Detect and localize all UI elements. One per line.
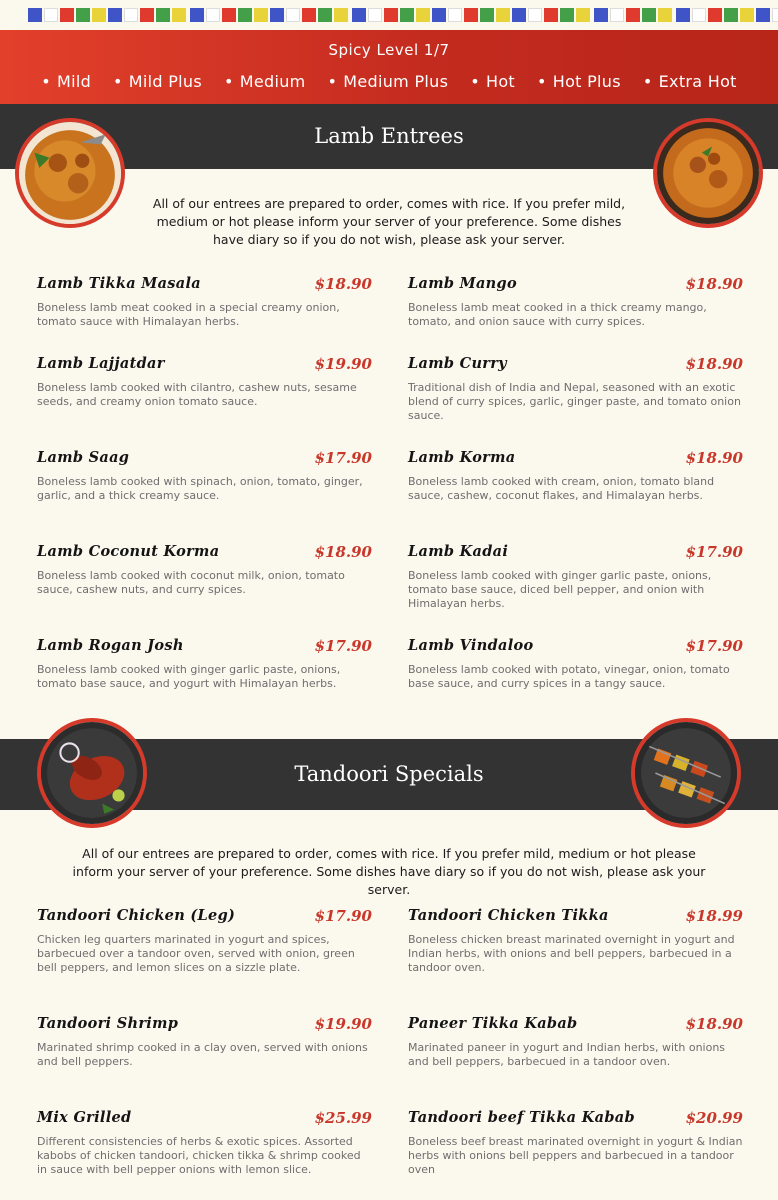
- prayer-flag: [658, 8, 672, 22]
- menu-item: [408, 637, 743, 691]
- menu-item-name: Tandoori Chicken (Leg): [37, 907, 236, 924]
- menu-item-description: Boneless beef breast marinated overnight in yogurt & Indian herbs with onions bell peppers and barbecued in a tandoor oven: [408, 1135, 743, 1176]
- menu-item-price: $18.90: [685, 1015, 743, 1033]
- prayer-flag: [496, 8, 510, 22]
- tandoori-chicken-plate-image: [37, 718, 147, 828]
- menu-item-description: Boneless chicken breast marinated overnight in yogurt and Indian herbs, with onions and bell peppers, barbecued in a tandoor oven.: [408, 933, 735, 974]
- spicy-level-mild-plus: • Mild Plus: [113, 72, 202, 91]
- menu-item-price: $18.90: [685, 355, 743, 373]
- prayer-flag: [206, 8, 220, 22]
- menu-item-name: Lamb Coconut Korma: [37, 543, 220, 560]
- tandoori-kabab-plate-image: [631, 718, 741, 828]
- spicy-level-list: [0, 72, 778, 91]
- prayer-flag: [270, 8, 284, 22]
- menu-item-name: Lamb Lajjatdar: [37, 355, 165, 372]
- tandoori-section-intro: All of our entrees are prepared to order, comes with rice. If you prefer mild, medium or hot please inform your server of your preference. Some dishes have diary so if you do not wish, please ask your server.: [72, 846, 706, 897]
- menu-item-description: Boneless lamb cooked with potato, vinegar, onion, tomato base sauce, and curry spices in a tangy sauce.: [408, 663, 730, 690]
- menu-item-description: Boneless lamb cooked with ginger garlic paste, onions, tomato base sauce, and yogurt with Himalayan herbs.: [37, 663, 341, 690]
- menu-item: [37, 1109, 372, 1177]
- prayer-flag: [676, 8, 690, 22]
- prayer-flag: [28, 8, 42, 22]
- menu-item-name: Lamb Kadai: [408, 543, 509, 560]
- prayer-flag: [384, 8, 398, 22]
- menu-item-name: Lamb Rogan Josh: [37, 637, 184, 654]
- prayer-flag: [334, 8, 348, 22]
- menu-item: [37, 449, 372, 503]
- menu-item-price: $19.90: [314, 1015, 372, 1033]
- prayer-flag: [172, 8, 186, 22]
- menu-item-name: Lamb Mango: [408, 275, 517, 292]
- prayer-flag: [368, 8, 382, 22]
- prayer-flag: [400, 8, 414, 22]
- menu-item-name: Tandoori Chicken Tikka: [408, 907, 609, 924]
- menu-item-description: Boneless lamb meat cooked in a thick creamy mango, tomato, and onion sauce with curry spices.: [408, 301, 707, 328]
- spicy-level-mild: • Mild: [41, 72, 91, 91]
- prayer-flag: [692, 8, 706, 22]
- menu-item-name: Lamb Tikka Masala: [37, 275, 201, 292]
- spicy-level-extra-hot: • Extra Hot: [643, 72, 737, 91]
- menu-item-name: Lamb Saag: [37, 449, 130, 466]
- prayer-flag: [512, 8, 526, 22]
- menu-item: [408, 543, 743, 611]
- prayer-flag: [76, 8, 90, 22]
- menu-item-name: Lamb Vindaloo: [408, 637, 534, 654]
- spicy-level-banner: [0, 30, 778, 104]
- prayer-flag: [448, 8, 462, 22]
- menu-item-description: Boneless lamb cooked with coconut milk, onion, tomato sauce, cashew nuts, and curry spices.: [37, 569, 345, 596]
- menu-item-description: Boneless lamb cooked with spinach, onion, tomato, ginger, garlic, and a thick creamy sauce.: [37, 475, 363, 502]
- prayer-flag: [642, 8, 656, 22]
- menu-item-description: Boneless lamb cooked with cream, onion, tomato bland sauce, cashew, coconut flakes, and Himalayan herbs.: [408, 475, 715, 502]
- menu-item: [37, 543, 372, 597]
- spicy-level-medium: • Medium: [224, 72, 306, 91]
- menu-item-description: Different consistencies of herbs & exotic spices. Assorted kabobs of chicken tandoori, chicken tikka & shrimp cooked in sauce with bell pepper onions with lemon slice.: [37, 1135, 361, 1176]
- prayer-flag: [416, 8, 430, 22]
- spicy-level-medium-plus: • Medium Plus: [328, 72, 449, 91]
- menu-item-description: Boneless lamb cooked with cilantro, cashew nuts, sesame seeds, and creamy onion tomato sauce.: [37, 381, 357, 408]
- prayer-flag: [302, 8, 316, 22]
- prayer-flag: [610, 8, 624, 22]
- menu-item: [408, 1109, 743, 1177]
- menu-item-name: Tandoori beef Tikka Kabab: [408, 1109, 635, 1126]
- menu-item: [408, 355, 743, 423]
- prayer-flag: [44, 8, 58, 22]
- menu-item-name: Tandoori Shrimp: [37, 1015, 179, 1032]
- menu-item: [408, 907, 743, 975]
- prayer-flag: [92, 8, 106, 22]
- prayer-flag: [560, 8, 574, 22]
- menu-item: [408, 449, 743, 503]
- prayer-flag: [254, 8, 268, 22]
- prayer-flag: [480, 8, 494, 22]
- menu-item-name: Paneer Tikka Kabab: [408, 1015, 578, 1032]
- prayer-flag: [140, 8, 154, 22]
- prayer-flag: [238, 8, 252, 22]
- prayer-flag: [432, 8, 446, 22]
- prayer-flag: [464, 8, 478, 22]
- prayer-flag: [772, 8, 778, 22]
- prayer-flag: [740, 8, 754, 22]
- menu-item-price: $17.90: [685, 543, 743, 561]
- menu-item-price: $18.90: [314, 275, 372, 293]
- menu-item: [37, 637, 372, 691]
- prayer-flag: [124, 8, 138, 22]
- prayer-flag: [108, 8, 122, 22]
- menu-item-name: Mix Grilled: [37, 1109, 132, 1126]
- menu-item-price: $25.99: [314, 1109, 372, 1127]
- menu-item: [37, 1015, 372, 1069]
- menu-item-price: $17.90: [314, 637, 372, 655]
- prayer-flag: [60, 8, 74, 22]
- prayer-flag: [724, 8, 738, 22]
- menu-item-description: Boneless lamb meat cooked in a special creamy onion, tomato sauce with Himalayan herbs.: [37, 301, 340, 328]
- prayer-flag: [222, 8, 236, 22]
- menu-item-price: $18.90: [314, 543, 372, 561]
- menu-item-price: $18.99: [685, 907, 743, 925]
- prayer-flag: [318, 8, 332, 22]
- menu-item-price: $18.90: [685, 449, 743, 467]
- prayer-flag: [756, 8, 770, 22]
- menu-item-description: Marinated shrimp cooked in a clay oven, served with onions and bell peppers.: [37, 1041, 368, 1068]
- menu-item-price: $17.90: [314, 449, 372, 467]
- menu-item: [37, 275, 372, 329]
- prayer-flag: [352, 8, 366, 22]
- menu-item: [408, 1015, 743, 1069]
- menu-item-description: Chicken leg quarters marinated in yogurt and spices, barbecued over a tandoor oven, served with onion, green bell peppers, and lemon slices on a sizzle plate.: [37, 933, 355, 974]
- lamb-section-header: Lamb Entrees: [0, 104, 778, 169]
- menu-item: [408, 275, 743, 329]
- menu-item-description: Marinated paneer in yogurt and Indian herbs, with onions and bell peppers, barbecued in a tandoor oven.: [408, 1041, 726, 1068]
- menu-item-description: Boneless lamb cooked with ginger garlic paste, onions, tomato base sauce, diced bell pepper, and onion with Himalayan herbs.: [408, 569, 712, 610]
- prayer-flag: [190, 8, 204, 22]
- menu-item-price: $17.90: [314, 907, 372, 925]
- prayer-flag: [708, 8, 722, 22]
- prayer-flag: [156, 8, 170, 22]
- menu-item: [37, 907, 372, 975]
- menu-item-price: $18.90: [685, 275, 743, 293]
- spicy-level-hot-plus: • Hot Plus: [537, 72, 621, 91]
- prayer-flag: [528, 8, 542, 22]
- menu-item-name: Lamb Curry: [408, 355, 507, 372]
- lamb-section-intro: All of our entrees are prepared to order, comes with rice. If you prefer mild, medium or hot please inform your server of your preference. Some dishes have diary so if you do not wish, please ask your server.: [152, 196, 626, 247]
- prayer-flag: [286, 8, 300, 22]
- prayer-flags-strip: [0, 0, 778, 30]
- menu-item-description: Traditional dish of India and Nepal, seasoned with an exotic blend of curry spices, garlic, ginger paste, and tomato onion sauce.: [408, 381, 741, 422]
- tandoori-section-header: Tandoori Specials: [0, 739, 778, 810]
- prayer-flag: [544, 8, 558, 22]
- menu-item-price: $17.90: [685, 637, 743, 655]
- menu-item-price: $19.90: [314, 355, 372, 373]
- prayer-flag: [576, 8, 590, 22]
- menu-item: [37, 355, 372, 409]
- menu-item-name: Lamb Korma: [408, 449, 516, 466]
- menu-item-price: $20.99: [685, 1109, 743, 1127]
- spicy-level-hot: • Hot: [470, 72, 515, 91]
- prayer-flag: [626, 8, 640, 22]
- spicy-level-title: Spicy Level 1/7: [328, 41, 450, 59]
- prayer-flag: [594, 8, 608, 22]
